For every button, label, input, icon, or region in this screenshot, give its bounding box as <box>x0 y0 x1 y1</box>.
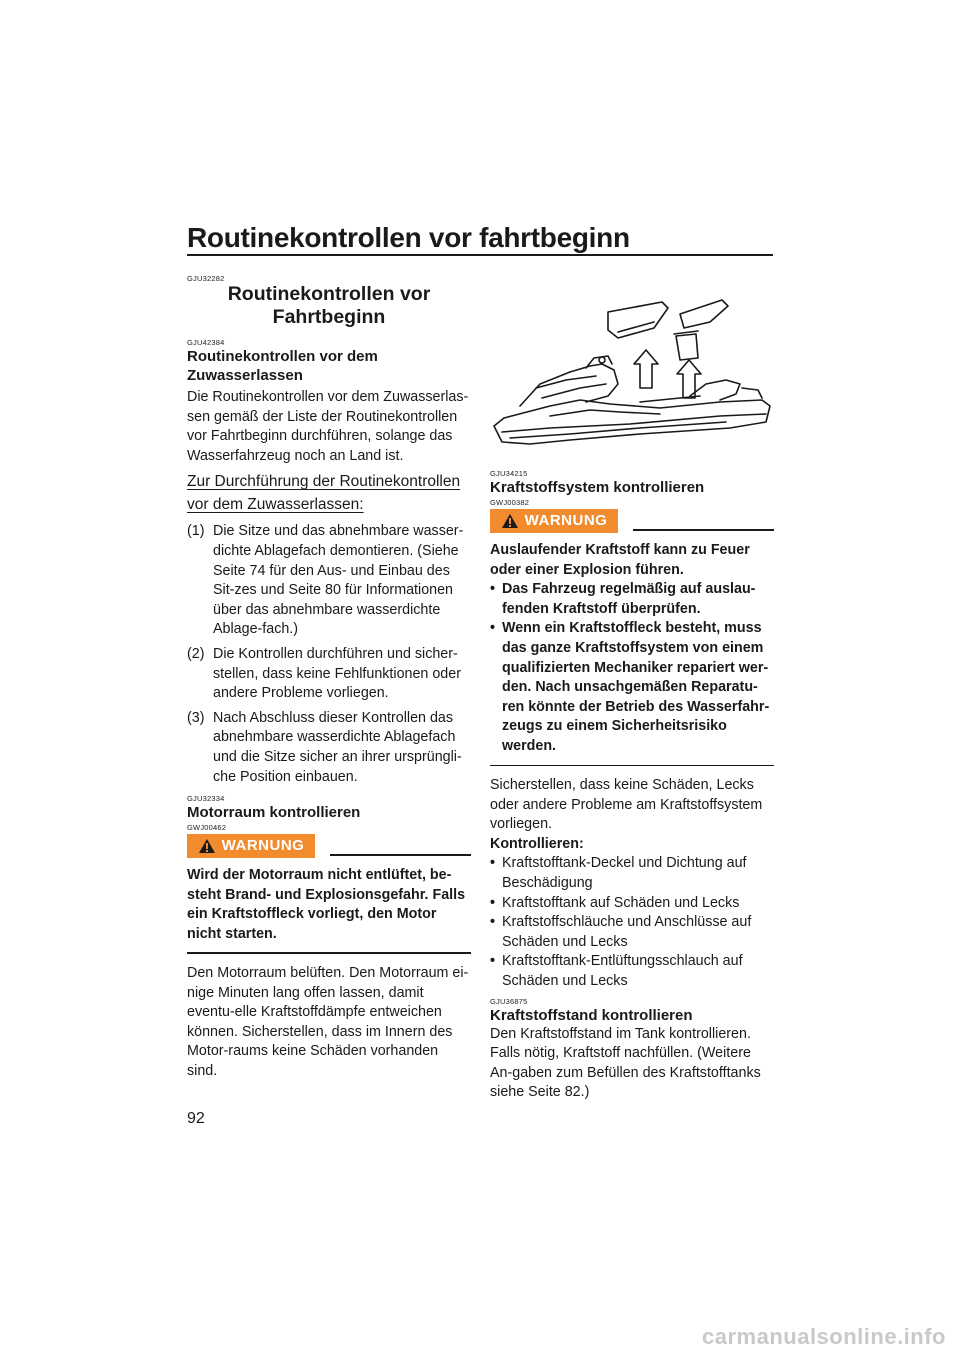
subheading: Zur Durchführung der Routinekontrollen vor dem Zuwasserlassen: <box>187 473 461 514</box>
bullet-text: Kraftstofftank-Entlüftungsschlauch auf Schäden und Lecks <box>502 953 743 989</box>
warning-header <box>490 509 774 535</box>
right-column <box>490 470 774 1103</box>
step-item <box>187 709 471 787</box>
warning-label: WARNUNG <box>221 837 305 855</box>
warning-end-rule <box>490 765 774 767</box>
left-column <box>187 275 471 1082</box>
section-body: Den Kraftstoffstand im Tank kontrollieren. Falls nötig, Kraftstoff nachfüllen. (Weitere An-gaben zum Befüllen des Kraftstofftanks siehe Seite 82.) <box>490 1025 761 1101</box>
warning-badge <box>490 509 618 533</box>
doc-code: GJU32334 <box>187 794 225 804</box>
section-title: Kraftstoffstand kontrollieren <box>490 1006 693 1024</box>
chapter-title: Routinekontrollen vor Fahrtbeginn <box>227 283 431 328</box>
doc-code: GJU34215 <box>490 469 528 478</box>
warning-bullet <box>490 619 774 756</box>
bullet-text: Kraftstofftank-Deckel und Dichtung auf Beschädigung <box>502 855 747 891</box>
bullet-dot: • <box>490 581 496 598</box>
section-title: Motorraum kontrollieren <box>187 804 361 822</box>
warning-triangle-icon <box>198 838 216 854</box>
watercraft-seat-removal-illustration <box>490 288 774 464</box>
step-text: Die Sitze und das abnehmbare wasser-dichte Ablagefach demontieren. (Siehe Seite 74 für den Aus- und Einbau des Sit-zes und Seite 80 für Informationen über das abnehmbare wasserdichte Ablage-fach.) <box>213 523 464 638</box>
bullet-text: Kraftstofftank auf Schäden und Lecks <box>502 894 740 911</box>
warning-code: GWJ00462 <box>187 823 227 833</box>
page-number: 92 <box>187 1110 205 1127</box>
step-item <box>187 645 471 704</box>
bullet-dot: • <box>490 855 496 872</box>
bullet-text: Wenn ein Kraftstoffleck besteht, muss das ganze Kraftstoffsystem von einem qualifizierten Mechaniker repariert wer-den. Nach unsachgemäßen Reparatu-ren könnte der Betrieb des Wasserfahr-zeugs zu einem Sicherheitsrisiko werden. <box>502 620 770 754</box>
bullet-text: Kraftstoffschläuche und Anschlüsse auf Schäden und Lecks <box>502 914 752 950</box>
warning-rule <box>330 854 471 856</box>
warning-text: Auslaufender Kraftstoff kann zu Feuer oder einer Explosion führen. <box>490 542 750 578</box>
bullet-dot: • <box>490 620 496 637</box>
doc-code: GJU42384 <box>187 338 225 347</box>
step-number: (2) <box>187 645 205 662</box>
step-number: (3) <box>187 709 205 726</box>
section-body: Den Motorraum belüften. Den Motorraum ei-nige Minuten lang offen lassen, damit eventu-elle Kraftstoffdämpfe entweichen können. Sicherstellen, dass im Innern des Motor-raums keine Schäden vorhanden sind. <box>187 964 469 1079</box>
check-label: Kontrollieren: <box>490 835 584 852</box>
section-title: Routinekontrollen vor dem Zuwasserlassen <box>187 348 378 384</box>
header-rule <box>187 254 773 256</box>
jetski-illustration <box>490 288 774 464</box>
section-body: Sicherstellen, dass keine Schäden, Lecks oder andere Probleme am Kraftstoffsystem vorliegen. <box>490 777 763 833</box>
warning-label: WARNUNG <box>524 512 608 530</box>
bullet-dot: • <box>490 914 496 931</box>
bullet-dot: • <box>490 894 496 911</box>
step-item <box>187 522 471 640</box>
warning-badge <box>187 834 315 858</box>
warning-end-rule <box>187 952 471 954</box>
section-title: Kraftstoffsystem kontrollieren <box>490 479 705 496</box>
warning-text: Wird der Motorraum nicht entlüftet, be-steht Brand- und Explosionsgefahr. Falls ein Kraftstoffleck vorliegt, den Motor nicht starten. <box>187 867 466 942</box>
bullet-dot: • <box>490 953 496 970</box>
check-bullet <box>490 854 774 893</box>
step-text: Nach Abschluss dieser Kontrollen das abnehmbare wasserdichte Ablagefach und die Sitze sicher an ihrer ursprüngli-che Position einbauen. <box>213 709 462 785</box>
doc-code: GJU36875 <box>490 996 528 1006</box>
doc-code: GJU32282 <box>187 274 225 283</box>
warning-code: GWJ00382 <box>490 498 530 507</box>
warning-rule <box>633 529 774 531</box>
warning-triangle-icon <box>501 513 519 529</box>
step-text: Die Kontrollen durchführen und sicher-stellen, dass keine Fehlfunktionen oder andere Probleme vorliegen. <box>213 645 461 702</box>
bullet-text: Das Fahrzeug regelmäßig auf auslau-fenden Kraftstoff überprüfen. <box>502 581 756 617</box>
warning-bullet <box>490 580 774 619</box>
warning-header <box>187 834 471 860</box>
watermark: carmanualsonline.info <box>702 1324 946 1349</box>
check-bullet <box>490 913 774 952</box>
step-number: (1) <box>187 523 205 540</box>
section-body: Die Routinekontrollen vor dem Zuwasserlas-sen gemäß der Liste der Routinekontrollen vor Fahrtbeginn durchführen, solange das Wasserfahrzeug noch an Land ist. <box>187 389 469 464</box>
check-bullet <box>490 894 774 914</box>
page-header-title: Routinekontrollen vor fahrtbeginn <box>187 222 630 253</box>
check-bullet <box>490 952 774 991</box>
